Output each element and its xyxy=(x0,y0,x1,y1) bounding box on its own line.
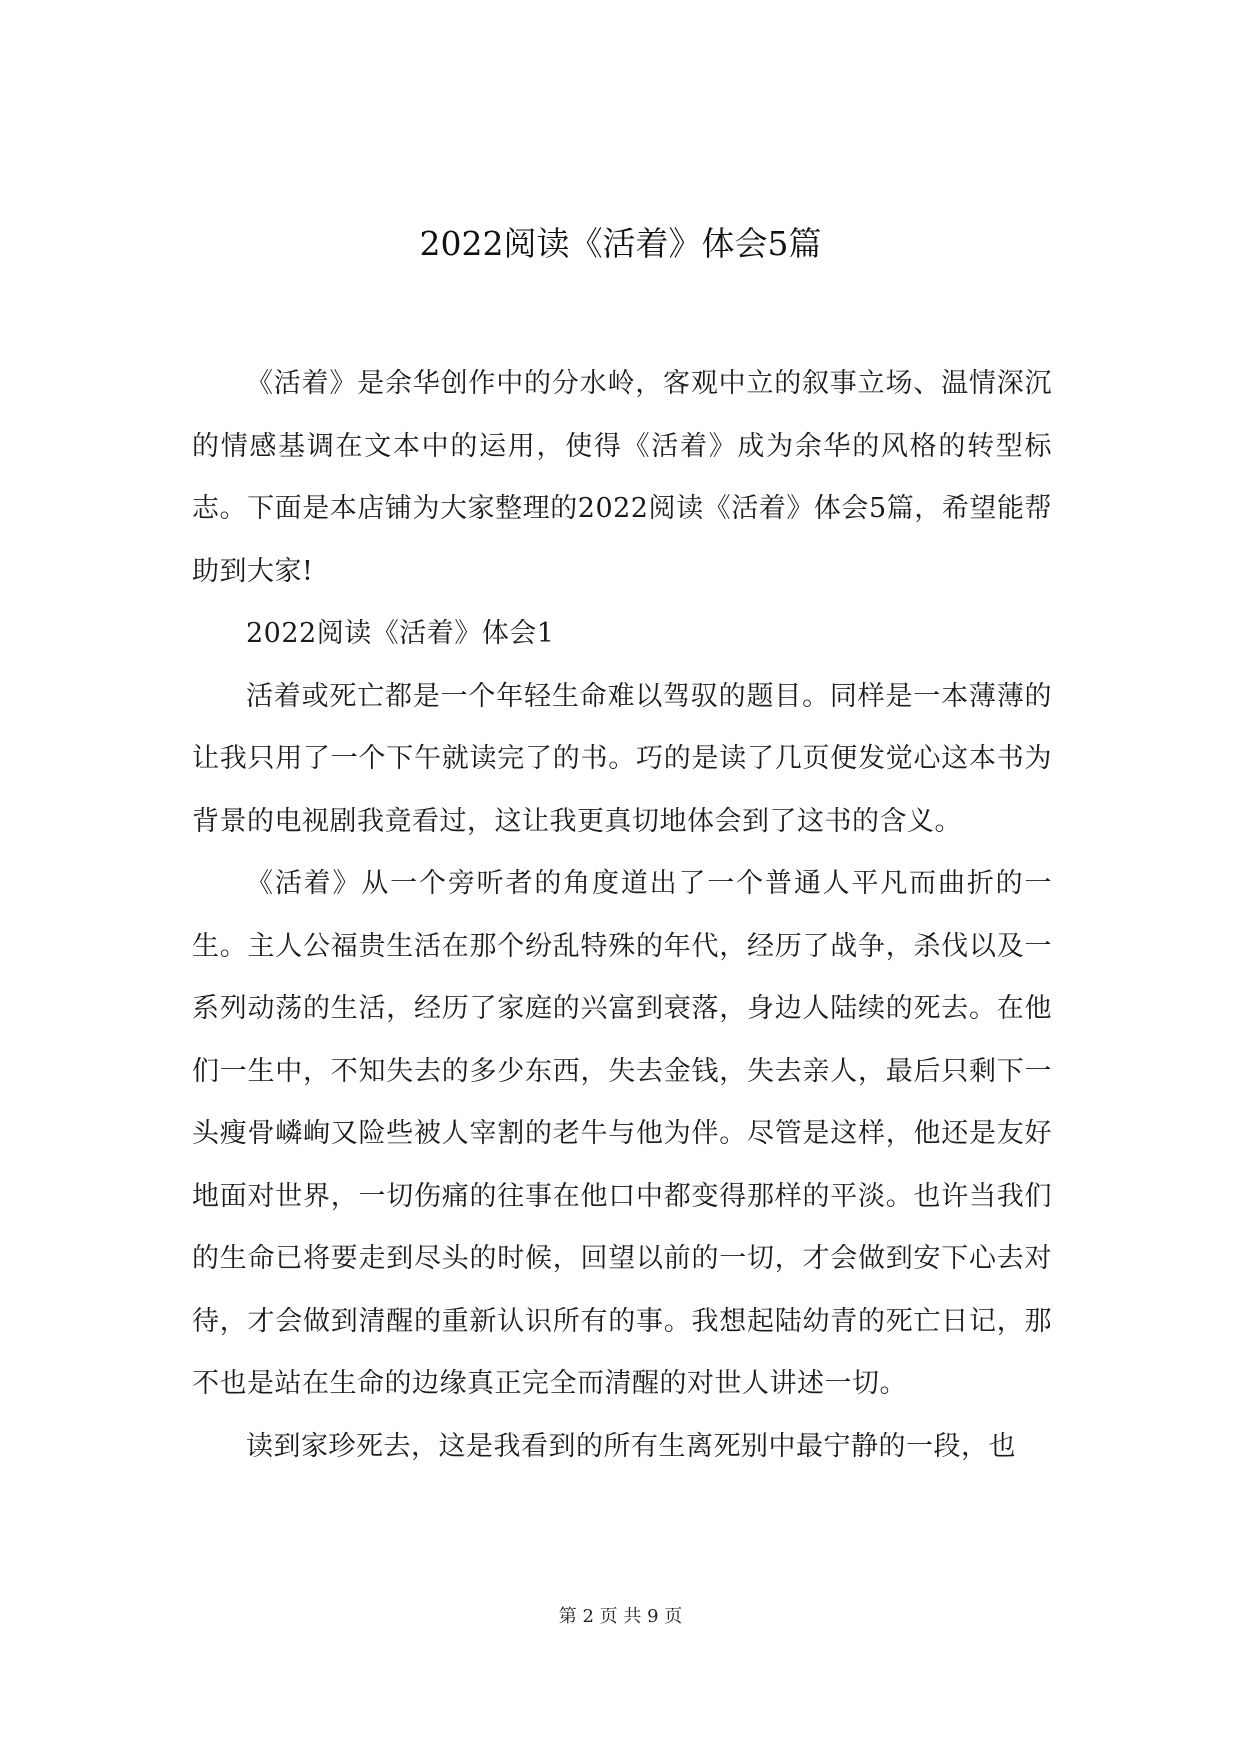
body-paragraph: 《活着》从一个旁听者的角度道出了一个普通人平凡而曲折的一生。主人公福贵生活在那个纷乱特殊的年代，经历了战争，杀伐以及一系列动荡的生活，经历了家庭的兴富到衰落，身边人陆续的死去。在他们一生中，不知失去的多少东西，失去金钱，失去亲人，最后只剩下一头瘦骨嶙峋又险些被人宰割的老牛与他为伴。尽管是这样，他还是友好地面对世界，一切伤痛的往事在他口中都变得那样的平淡。也许当我们的生命已将要走到尽头的时候，回望以前的一切，才会做到安下心去对待，才会做到清醒的重新认识所有的事。我想起陆幼青的死亡日记，那不也是站在生命的边缘真正完全而清醒的对世人讲述一切。 xyxy=(192,868,1052,1399)
intro-paragraph: 《活着》是余华创作中的分水岭，客观中立的叙事立场、温情深沉的情感基调在文本中的运用，使得《活着》成为余华的风格的转型标志。下面是本店铺为大家整理的2022阅读《活着》体会5篇，希望能帮助到大家! xyxy=(192,368,1052,587)
document-title: 2022阅读《活着》体会5篇 xyxy=(419,224,822,263)
document-body xyxy=(192,353,1052,1478)
body-paragraph: 读到家珍死去，这是我看到的所有生离死别中最宁静的一段，也 xyxy=(246,1430,1016,1462)
page-number-footer: 第 2 页 共 9 页 xyxy=(558,1606,683,1627)
body-paragraph: 活着或死亡都是一个年轻生命难以驾驭的题目。同样是一本薄薄的让我只用了一个下午就读完了的书。巧的是读了几页便发觉心这本书为背景的电视剧我竟看过，这让我更真切地体会到了这书的含义。 xyxy=(192,680,1052,837)
section-heading: 2022阅读《活着》体会1 xyxy=(246,618,555,649)
